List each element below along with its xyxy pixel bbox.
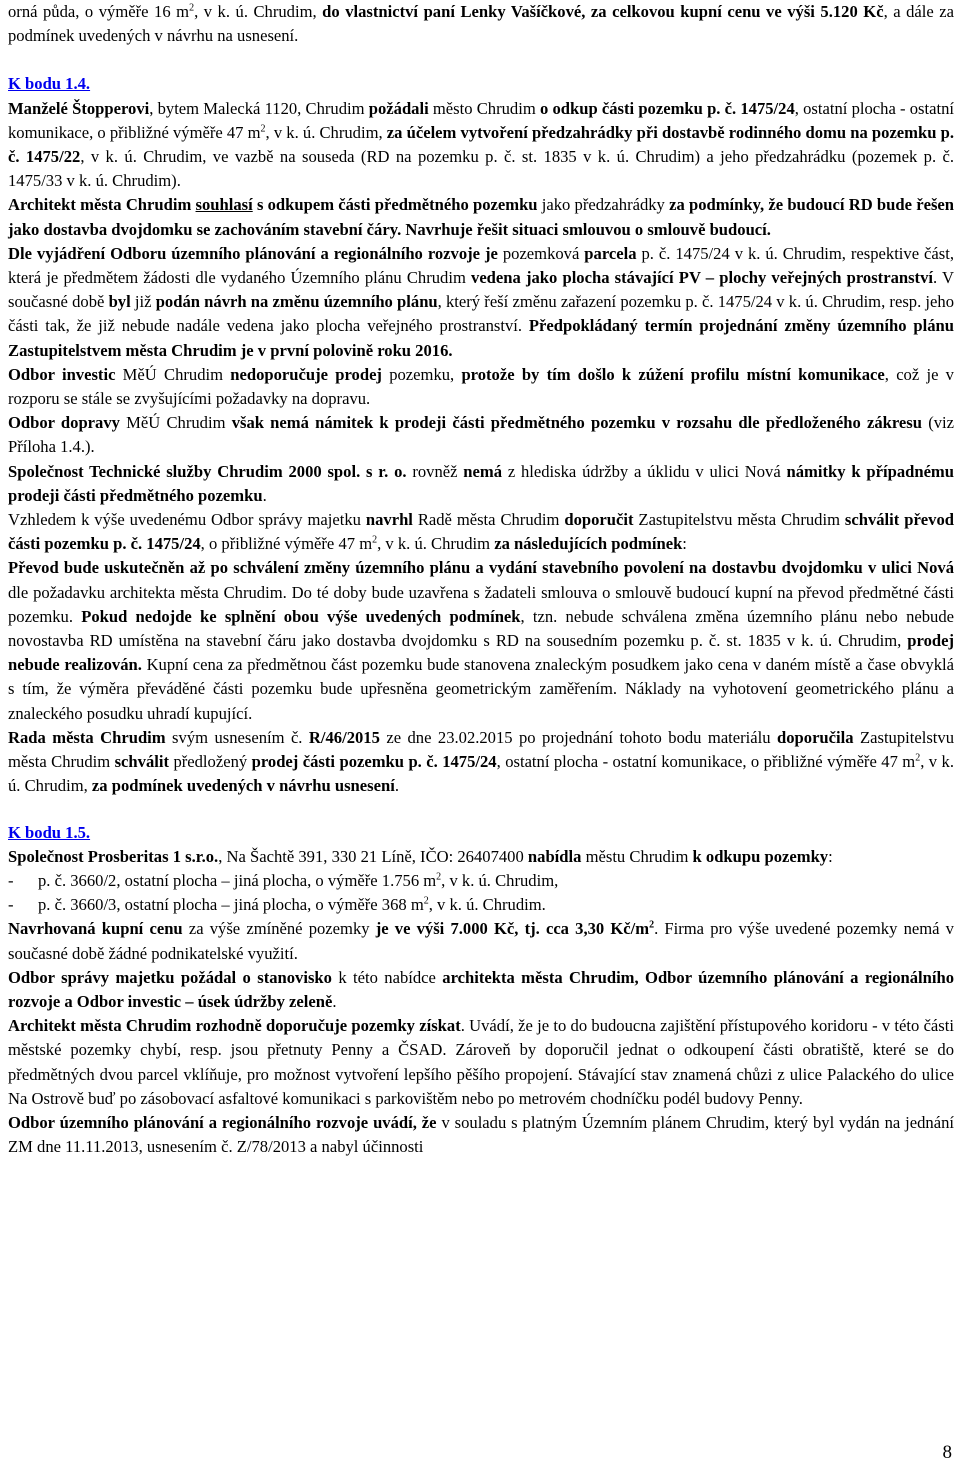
document-page (8, 0, 954, 1159)
body-paragraph: Společnost Prosberitas 1 s.r.o., Na Šachtě 391, 330 21 Líně, IČO: 26407400 nabídla městu Chrudim k odkupu pozemky: (8, 846, 833, 866)
body-paragraph: Společnost Technické služby Chrudim 2000 spol. s r. o. rovněž nemá z hlediska údržby a úklidu v ulici Nová námitky k případnému prodeji části předmětného pozemku. (8, 461, 954, 505)
list-item (8, 869, 954, 893)
section-1-4-body (8, 97, 954, 799)
superscript: 2 (189, 2, 195, 14)
body-paragraph: Odbor investic MěÚ Chrudim nedoporučuje prodej pozemku, protože by tím došlo k zúžení profilu místní komunikace, což je v rozporu se stále se zvyšujícími požadavky na dopravu. (8, 364, 954, 409)
list-bullet: - (8, 870, 14, 890)
body-paragraph: Architekt města Chrudim souhlasí s odkupem části předmětného pozemku jako předzahrádky za podmínky, že budoucí RD bude řešen jako dostavba dvojdomku se zachováním stavební čáry. Navrhuje řešit situaci smlouvou o smlouvě budoucí. (8, 195, 954, 239)
section-heading: K bodu 1.4. (8, 74, 91, 94)
intro-bold-text: do vlastnictví paní Lenky Vašíčkové, za celkovou kupní cenu ve výši 5.120 Kč (322, 2, 884, 21)
body-paragraph: Navrhovaná kupní cenu za výše zmíněné pozemky je ve výši 7.000 Kč, tj. cca 3,30 $Kč/m^2$. Firma pro výše uvedené pozemky nemá v současné době žádné podnikatelské využití. (8, 919, 954, 963)
section-heading: K bodu 1.5. (8, 822, 91, 842)
page-number: 8 (942, 1442, 952, 1463)
body-paragraph: Rada města Chrudim svým usnesením č. R/46/2015 ze dne 23.02.2015 po projednání tohoto bodu materiálu doporučila Zastupitelstvu města Chrudim schválit předložený prodej části pozemku p. č. 1475/24, ostatní plocha - ostatní komunikace, o přibližné výměře 47 $m^2$, v k. ú. Chrudim, za podmínek uvedených v návrhu usnesení. (8, 727, 955, 796)
body-paragraph: Manželé Štopperovi, bytem Malecká 1120, Chrudim požádali město Chrudim o odkup části pozemku p. č. 1475/24, ostatní plocha - ostatní komunikace, o přibližné výměře 47 $m^2$, v k. ú. Chrudim, za účelem vytvoření předzahrádky při dostavbě rodinného domu na pozemku p. č. 1475/22, v k. ú. Chrudim, ve vazbě na souseda (RD na pozemku p. č. st. 1835 v k. ú. Chrudim) a jeho předzahrádku (pozemek p. č. 1475/33 v k. ú. Chrudim). (8, 98, 955, 191)
intro-paragraph (8, 0, 954, 48)
intro-text: , a dále za podmínek uvedených v návrhu na usnesení. (8, 2, 955, 46)
section-1-5-body (8, 845, 954, 1160)
body-paragraph: Dle vyjádření Odboru územního plánování a regionálního rozvoje je pozemková parcela p. č. 1475/24 v k. ú. Chrudim, respektive část, která je předmětem žádosti dle vydaného Územního plánu Chrudim vedena jako plocha stávající PV – plochy veřejných prostranství. V současné době byl již podán návrh na změnu územního plánu, který řeší změnu zařazení pozemku p. č. 1475/24 v k. ú. Chrudim, resp. jeho části tak, že již nebude nadále vedena jako plocha veřejného prostranství. Předpokládaný termín projednání změny územního plánu Zastupitelstvem města Chrudim je v první polovině roku 2016. (8, 243, 954, 360)
list-item-text: p. č. 3660/3, ostatní plocha – jiná plocha, o výměře 368 $m^2$, v k. ú. Chrudim. (38, 895, 546, 915)
body-paragraph: Vzhledem k výše uvedenému Odbor správy majetku navrhl Radě města Chrudim doporučit Zastupitelstvu města Chrudim schválit převod části pozemku p. č. 1475/24, o přibližné výměře 47 $m^2$, v k. ú. Chrudim za následujících podmínek: (8, 510, 954, 554)
list-item (8, 893, 954, 917)
intro-text: orná půda, o výměře 16 m (8, 2, 190, 21)
body-paragraph: Odbor správy majetku požádal o stanovisko k této nabídce architekta města Chrudim, Odbor územního plánování a regionálního rozvoje a Odbor investic – úsek údržby zeleně. (8, 967, 954, 1011)
body-paragraph: Architekt města Chrudim rozhodně doporučuje pozemky získat. Uvádí, že je to do budoucna zajištění přístupového koridoru - v této části městské pozemky chybí, resp. jsou přetnuty Penny a ČSAD. Zároveň by doporučil jednat o odkoupení části obratiště, které se do předmětných dvou parcel vklíňuje, pro možnost vytvoření lepšího pěšího propojení. Stávající stav znamená chůzi z ulice Palackého do ulice Na Ostrově buď po zásobovací asfaltové komunikaci s parkovištěm nebo po metrovém chodníčku podél budovy Penny. (8, 1016, 954, 1108)
body-paragraph: Odbor územního plánování a regionálního rozvoje uvádí, že v souladu s platným Územním plánem Chrudim, který byl vydán na jednání ZM dne 11.11.2013, usnesením č. Z/78/2013 a nabyl účinnosti (8, 1112, 954, 1157)
intro-text: , v k. ú. Chrudim, (194, 2, 323, 21)
list-bullet: - (8, 895, 14, 915)
list-item-text: p. č. 3660/2, ostatní plocha – jiná plocha, o výměře 1.756 $m^2$, v k. ú. Chrudim, (38, 870, 559, 890)
body-paragraph: Odbor dopravy MěÚ Chrudim však nemá námitek k prodeji části předmětného pozemku v rozsahu dle předloženého zákresu (viz Příloha 1.4.). (8, 413, 955, 457)
body-paragraph: Převod bude uskutečněn až po schválení změny územního plánu a vydání stavebního povolení na dostavbu dvojdomku v ulici Nová dle požadavku architekta města Chrudim. Do té doby bude uzavřena s žadateli smlouva o smlouvě budoucí kupní na převod předmětné části pozemku. Pokud nedojde ke splnění obou výše uvedených podmínek, tzn. nebude schválena změna územního plánu nebo nebude novostavba RD umístěna na stavební čáru jako dostavba dvojdomku s RD na sousedním pozemku p. č. st. 1835 v k. ú. Chrudim, prodej nebude realizován. Kupní cena za předmětnou část pozemku bude stanovena znaleckým posudkem jako cena v daném místě a čase obvyklá s tím, že výměra převáděné části pozemku bude upřesněna geometrickým zaměřením. Náklady na vyhotovení geometrického plánu a znaleckého posudku uhradí kupující. (8, 558, 955, 723)
